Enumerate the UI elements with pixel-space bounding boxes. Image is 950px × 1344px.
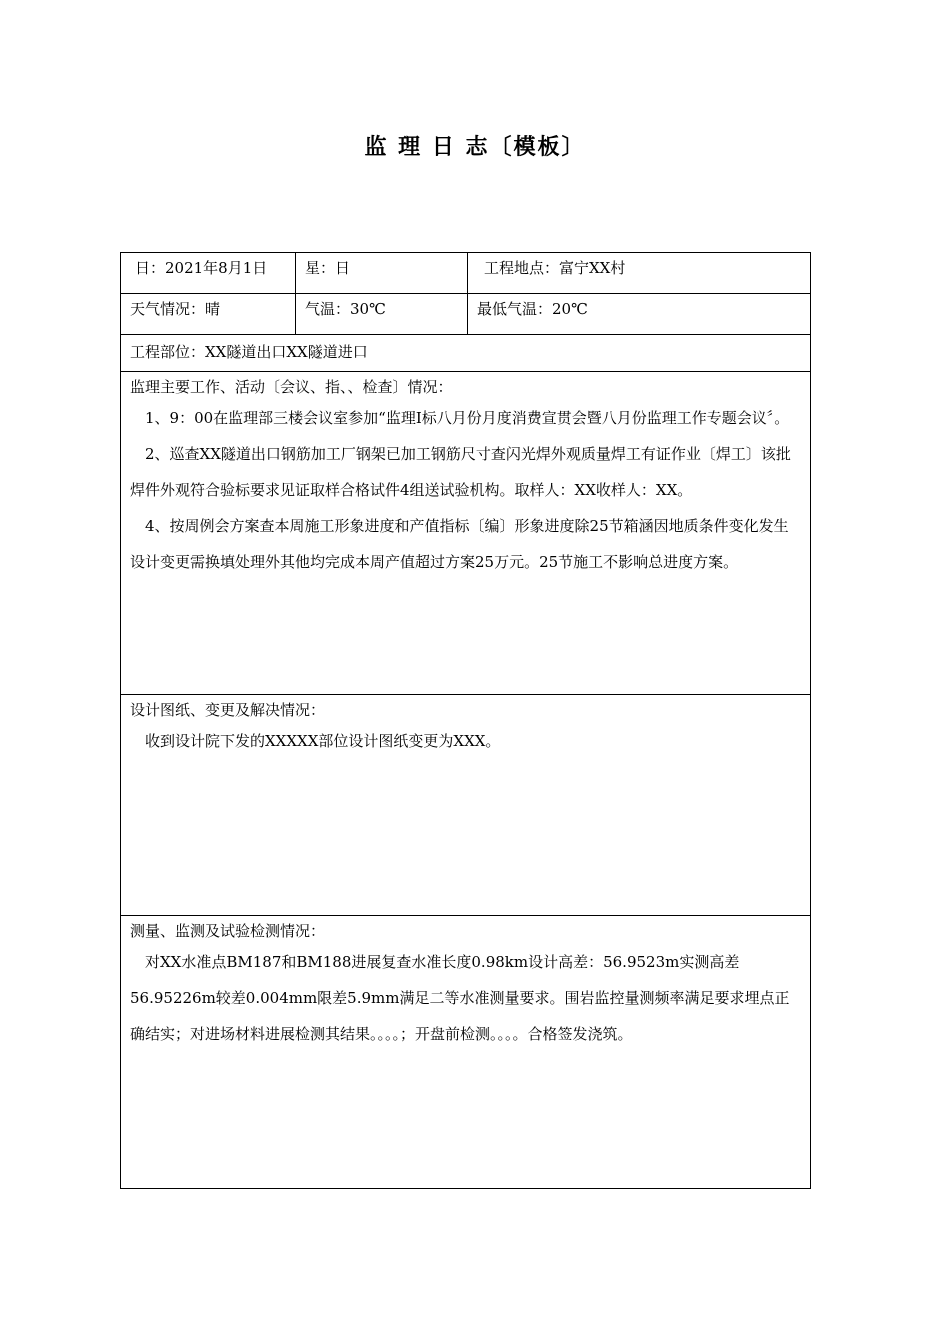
survey-section-row xyxy=(121,916,811,1189)
weather-row xyxy=(121,294,811,335)
survey-text: 对XX水准点BM187和BM188进展复查水准长度0.98km设计高差：56.9523m实测高差56.95226m较差0.004mm限差5.9mm满足二等水准测量要求。围岩监控量测频率满足要求埋点正确结实；对进场材料进展检测其结果。。。。；开盘前检测。。。。合格签发浇筑。 xyxy=(130,953,790,1043)
location-field: 工程地点：富宁XX村 xyxy=(468,253,811,294)
survey-heading: 测量、监测及试验检测情况： xyxy=(130,922,326,940)
work-section xyxy=(121,372,811,695)
weather-field: 天气情况：晴 xyxy=(121,294,296,335)
project-part-field: 工程部位：XX隧道出口XX隧道进口 xyxy=(121,335,811,372)
work-section-row xyxy=(121,372,811,695)
min-temperature-field: 最低气温：20℃ xyxy=(468,294,811,335)
survey-section xyxy=(121,916,811,1189)
work-item: 2、巡查XX隧道出口钢筋加工厂钢架已加工钢筋尺寸查闪光焊外观质量焊工有证作业〔焊工〕该批焊件外观符合验标要求见证取样合格试件4组送试验机构。取样人：XX收样人：XX。 xyxy=(130,445,791,499)
drawings-text: 收到设计院下发的XXXXX部位设计图纸变更为XXX。 xyxy=(145,732,501,750)
work-item: 1、9：00在监理部三楼会议室参加“监理Ⅰ标八月份月度消费宣贯会暨八月份监理工作专题会议〞。 xyxy=(145,409,790,427)
work-item: 4、按周例会方案查本周施工形象进度和产值指标〔编〕形象进度除25节箱涵因地质条件变化发生设计变更需换填处理外其他均完成本周产值超过方案25万元。25节施工不影响总进度方案。 xyxy=(130,517,789,571)
weekday-field: 星：日 xyxy=(296,253,468,294)
temperature-field: 气温：30℃ xyxy=(296,294,468,335)
supervision-log-table xyxy=(120,252,811,1189)
page-title: 监 理 日 志〔模板〕 xyxy=(364,135,586,160)
drawings-section xyxy=(121,695,811,916)
work-heading: 监理主要工作、活动〔会议、指、、检查〕情况： xyxy=(130,378,453,396)
project-part-row xyxy=(121,335,811,372)
date-field: 日：2021年8月1日 xyxy=(121,253,296,294)
drawings-section-row xyxy=(121,695,811,916)
date-row xyxy=(121,253,811,294)
drawings-heading: 设计图纸、变更及解决情况： xyxy=(130,701,326,719)
